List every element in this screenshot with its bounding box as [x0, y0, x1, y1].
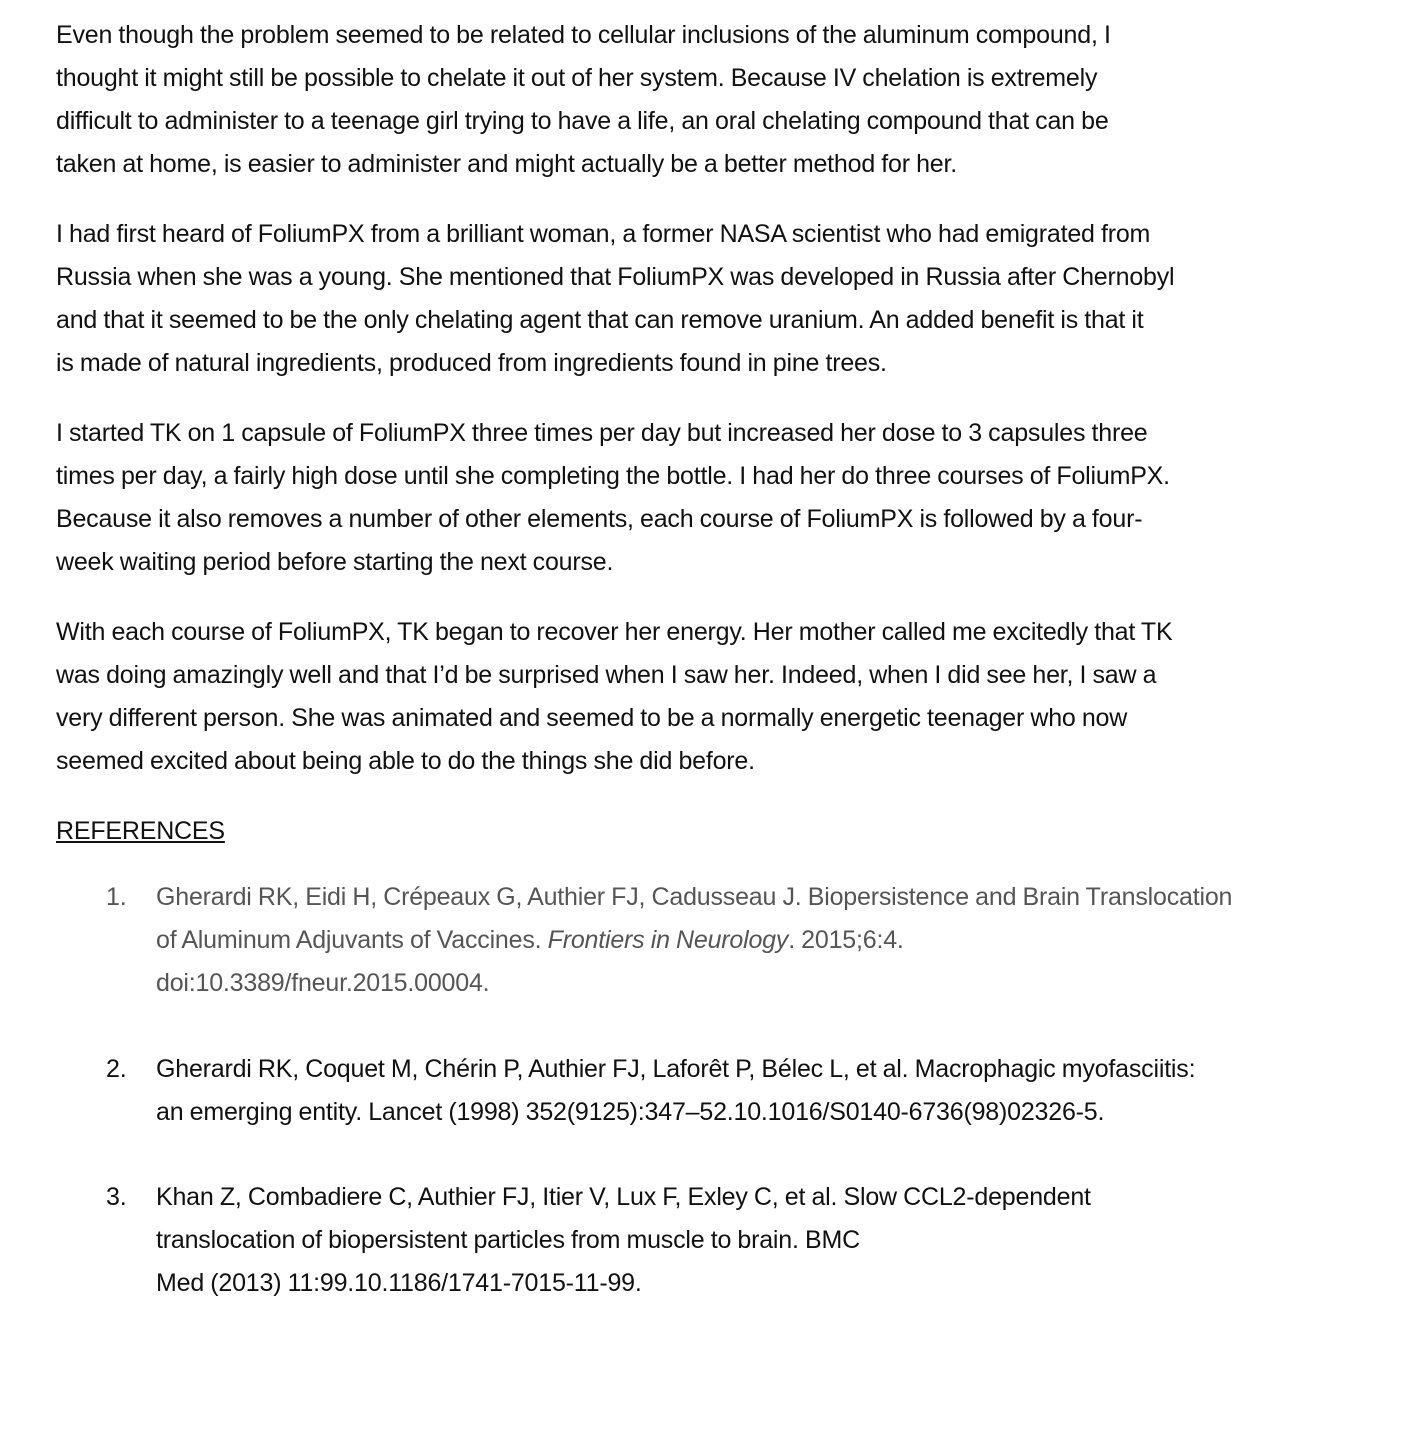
text-line: Russia when she was a young. She mentioned that FoliumPX was developed in Russia after Chernobyl [56, 263, 1175, 291]
reference-line: Gherardi RK, Coquet M, Chérin P, Authier FJ, Laforêt P, Bélec L, et al. Macrophagic myofasciitis: [156, 1055, 1196, 1083]
text-line: week waiting period before starting the next course. [56, 548, 614, 576]
reference-number: 2. [106, 1055, 127, 1083]
text-line: With each course of FoliumPX, TK began to recover her energy. Her mother called me excitedly that TK [56, 618, 1173, 646]
text-line: is made of natural ingredients, produced from ingredients found in pine trees. [56, 349, 887, 377]
text-line: times per day, a fairly high dose until she completing the bottle. I had her do three courses of FoliumPX. [56, 462, 1170, 490]
reference-line: Med (2013) 11:99.10.1186/1741-7015-11-99. [156, 1269, 642, 1297]
text-line: Even though the problem seemed to be related to cellular inclusions of the aluminum compound, I [56, 21, 1111, 49]
references-heading: REFERENCES [56, 817, 225, 845]
paragraph-recovery [56, 611, 1356, 783]
reference-line: Gherardi RK, Eidi H, Crépeaux G, Authier FJ, Cadusseau J. Biopersistence and Brain Translocation [156, 883, 1233, 911]
reference-doi: doi:10.3389/fneur.2015.00004. [156, 969, 490, 997]
reference-item [56, 1176, 1356, 1305]
reference-number: 1. [106, 883, 127, 911]
reference-text: . 2015;6:4. [788, 926, 904, 954]
text-line: and that it seemed to be the only chelating agent that can remove uranium. An added benefit is that it [56, 306, 1144, 334]
text-line: difficult to administer to a teenage girl trying to have a life, an oral chelating compound that can be [56, 107, 1109, 135]
text-line: seemed excited about being able to do the things she did before. [56, 747, 755, 775]
paragraph-dosing [56, 412, 1356, 584]
reference-line [156, 919, 1356, 962]
text-line: I started TK on 1 capsule of FoliumPX three times per day but increased her dose to 3 capsules three [56, 419, 1148, 447]
reference-text: of Aluminum Adjuvants of Vaccines. [156, 926, 548, 954]
text-line: was doing amazingly well and that I’d be surprised when I saw her. Indeed, when I did see her, I saw a [56, 661, 1157, 689]
text-line: taken at home, is easier to administer and might actually be a better method for her. [56, 150, 958, 178]
paragraph-foliumpx-origin [56, 213, 1356, 385]
reference-item [56, 876, 1356, 1005]
reference-line: Khan Z, Combadiere C, Authier FJ, Itier V, Lux F, Exley C, et al. Slow CCL2-dependent [156, 1183, 1091, 1211]
references-list [56, 876, 1356, 1305]
text-line: very different person. She was animated and seemed to be a normally energetic teenager who now [56, 704, 1128, 732]
reference-line: translocation of biopersistent particles from muscle to brain. BMC [156, 1226, 860, 1254]
text-line: I had first heard of FoliumPX from a brilliant woman, a former NASA scientist who had emigrated from [56, 220, 1151, 248]
reference-number: 3. [106, 1183, 127, 1211]
reference-line: an emerging entity. Lancet (1998) 352(9125):347–52.10.1016/S0140-6736(98)02326-5. [156, 1098, 1105, 1126]
reference-item [56, 1048, 1356, 1134]
paragraph-chelation-rationale [56, 14, 1356, 186]
text-line: thought it might still be possible to chelate it out of her system. Because IV chelation is extremely [56, 64, 1098, 92]
journal-name: Frontiers in Neurology [547, 926, 789, 954]
document-page [56, 14, 1356, 1305]
text-line: Because it also removes a number of other elements, each course of FoliumPX is followed by a four- [56, 505, 1143, 533]
